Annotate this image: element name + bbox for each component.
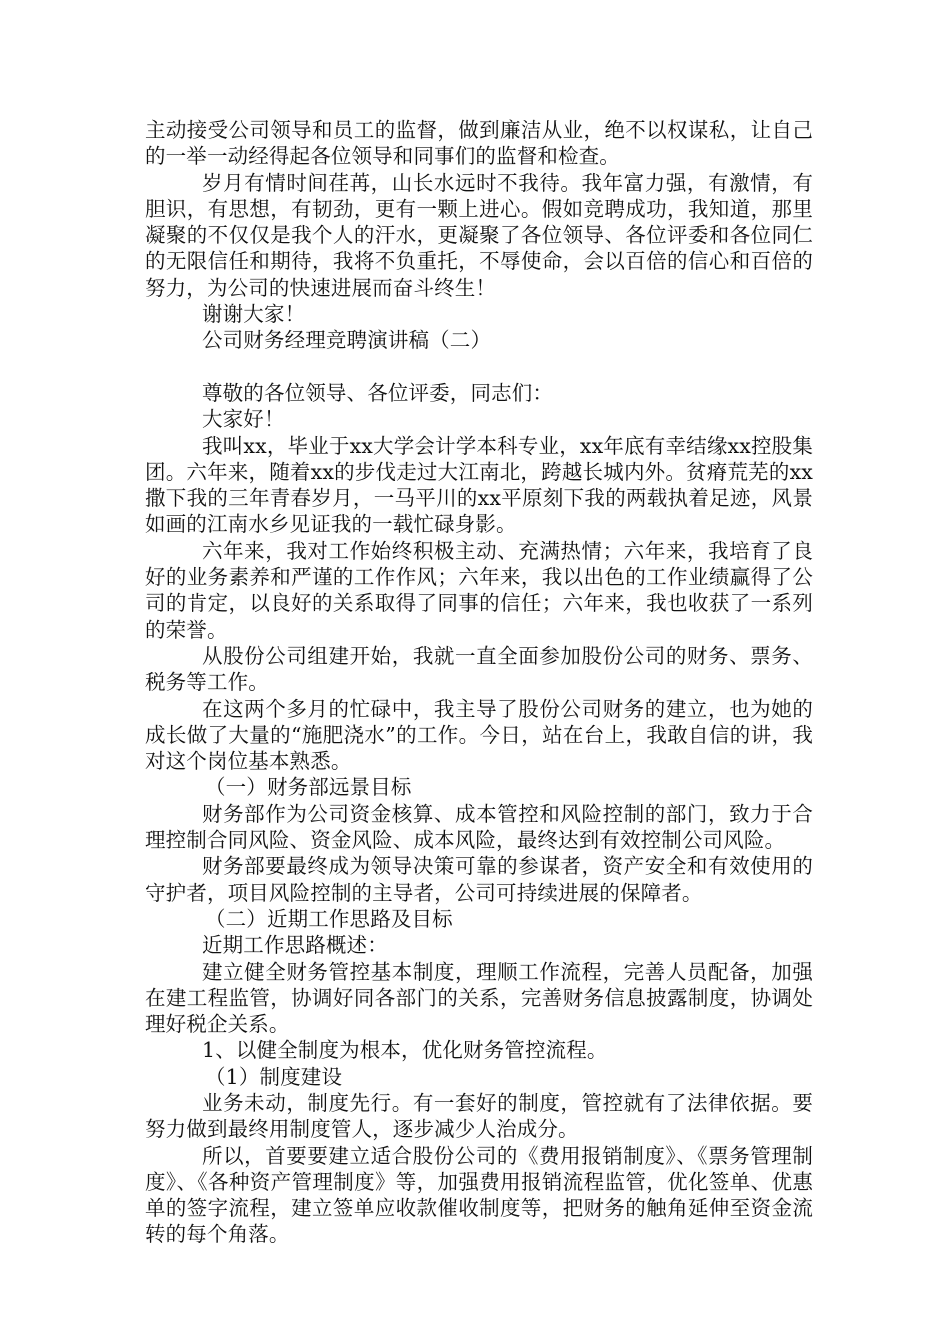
greeting: 大家好！ bbox=[202, 407, 285, 432]
item-heading-system: 1、以健全制度为根本，优化财务管控流程。 bbox=[202, 1038, 608, 1063]
paragraph-department-aim: 财务部要最终成为领导决策可靠的参谋者，资产安全和有效使用的守护者，项目风险控制的主导者，公司可持续进展的保障者。 bbox=[145, 854, 813, 905]
paragraph-supervision: 主动接受公司领导和员工的监督，做到廉洁从业，绝不以权谋私，让自己的一举一动经得起各位领导和同事们的监督和检查。 bbox=[145, 118, 813, 169]
paragraph-busy-months: 在这两个多月的忙碌中，我主导了股份公司财务的建立，也为她的成长做了大量的“施肥浇水”的工作。今日，站在台上，我敢自信的讲，我对这个岗位基本熟悉。 bbox=[145, 696, 813, 774]
subitem-heading-system-building: （1）制度建设 bbox=[205, 1064, 343, 1089]
paragraph-department-role: 财务部作为公司资金核算、成本管控和风险控制的部门，致力于合理控制合同风险、资金风险、成本风险，最终达到有效控制公司风险。 bbox=[145, 801, 813, 853]
paragraph-system-list: 所以，首要要建立适合股份公司的《费用报销制度》、《票务管理制度》、《各种资产管理制度》等，加强费用报销流程监管，优化签单、优惠单的签字流程，建立签单应收款催收制度等，把财务的触角延伸至资金流转的每个角落。 bbox=[145, 1143, 813, 1247]
paragraph-introduction: 我叫xx，毕业于xx大学会计学本科专业，xx年底有幸结缘xx控股集团。六年来，随着xx的步伐走过大江南北，跨越长城内外。贫瘠荒芜的xx撒下我的三年青春岁月，一马平川的xx平原刻下我的两载执着足迹，风景如画的江南水乡见证我的一载忙碌身影。 bbox=[145, 433, 813, 537]
paragraph-six-years: 六年来，我对工作始终积极主动、充满热情；六年来，我培育了良好的业务素养和严谨的工作作风；六年来，我以出色的工作业绩赢得了公司的肯定，以良好的关系取得了同事的信任；六年来，我也收获了一系列的荣誉。 bbox=[145, 538, 813, 642]
paragraph-system-first: 业务未动，制度先行。有一套好的制度，管控就有了法律依据。要努力做到最终用制度管人，逐步减少人治成分。 bbox=[145, 1090, 813, 1142]
subheading-plan-overview: 近期工作思路概述： bbox=[202, 933, 388, 958]
paragraph-commitment: 岁月有情时间荏苒，山长水远时不我待。我年富力强，有激情，有胆识，有思想，有韧劲，更有一颗上进心。假如竞聘成功，我知道，那里凝聚的不仅仅是我个人的汗水，更凝聚了各位领导、各位评委和各位同仁的无限信任和期待，我将不负重托，不辱使命，会以百倍的信心和百倍的努力，为公司的快速进展而奋斗终生！ bbox=[145, 170, 813, 300]
heading-vision-goals: （一）财务部远景目标 bbox=[205, 775, 412, 800]
section-title-speech-two: 公司财务经理竞聘演讲稿（二） bbox=[202, 328, 492, 353]
paragraph-plan-overview: 建立健全财务管控基本制度，理顺工作流程，完善人员配备，加强在建工程监管，协调好同各部门的关系，完善财务信息披露制度，协调处理好税企关系。 bbox=[145, 959, 813, 1037]
salutation: 尊敬的各位领导、各位评委，同志们： bbox=[202, 380, 554, 405]
document-body bbox=[145, 117, 813, 1248]
heading-recent-plans: （二）近期工作思路及目标 bbox=[205, 906, 453, 931]
paragraph-thanks: 谢谢大家！ bbox=[202, 302, 306, 327]
blank-line bbox=[145, 354, 813, 380]
paragraph-participation: 从股份公司组建开始，我就一直全面参加股份公司的财务、票务、税务等工作。 bbox=[145, 643, 813, 695]
